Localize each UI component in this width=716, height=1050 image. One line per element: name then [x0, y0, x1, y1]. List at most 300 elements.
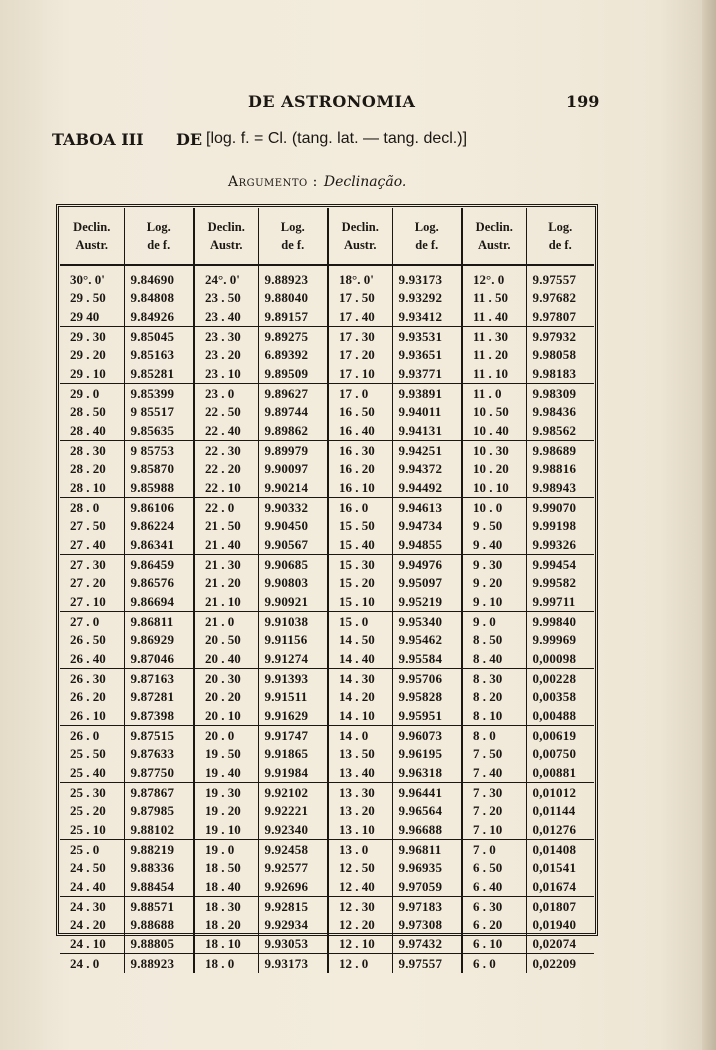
log-value-cell: 9.98816	[526, 460, 594, 478]
table-row	[60, 877, 594, 897]
log-value-cell: 9.97557	[526, 271, 594, 289]
log-value-cell: 9.90921	[258, 592, 328, 612]
log-value-cell: 9.95340	[392, 612, 462, 632]
log-value-cell: 9.99969	[526, 631, 594, 649]
log-value-cell: 9.89862	[258, 421, 328, 441]
log-value-cell: 9.85988	[124, 478, 194, 498]
log-value-cell: 9.97682	[526, 289, 594, 307]
declination-cell: 21 . 20	[194, 574, 258, 592]
declination-cell: 16 . 30	[328, 441, 392, 461]
column-header-line: Log.	[146, 220, 171, 234]
declination-cell: 12 . 40	[328, 877, 392, 897]
column-header-line: Log.	[280, 220, 305, 234]
declination-cell: 9 . 50	[462, 517, 526, 535]
declination-cell: 27 . 20	[70, 575, 106, 590]
declination-cell: 25 . 30	[70, 785, 106, 800]
declination-cell: 7 . 40	[462, 763, 526, 783]
log-value-cell: 9.97183	[392, 897, 462, 917]
declination-cell: 10 . 20	[462, 460, 526, 478]
log-value-cell: 9.97308	[392, 916, 462, 934]
running-head	[0, 92, 716, 114]
declination-cell: 26 . 10	[60, 706, 124, 726]
declination-cell: 30°. 0'	[70, 272, 105, 287]
log-value-cell: 9.96318	[392, 763, 462, 783]
log-value-cell: 9.89627	[258, 384, 328, 404]
declination-cell: 6 . 10	[462, 934, 526, 954]
log-value-cell: 0,01940	[526, 916, 594, 934]
log-value-cell: 9.92221	[258, 802, 328, 820]
declination-cell: 13 . 30	[328, 783, 392, 803]
column-header-decl-1	[60, 208, 124, 265]
log-value-cell: 9.96073	[392, 726, 462, 746]
declination-cell: 11 . 10	[462, 364, 526, 384]
table-row	[60, 271, 594, 289]
table-row	[60, 517, 594, 535]
declination-cell: 7 . 20	[462, 802, 526, 820]
column-header-line: de f.	[415, 238, 439, 252]
table-title	[52, 130, 468, 149]
log-value-cell: 9.86811	[124, 612, 194, 632]
declination-cell: 16 . 0	[328, 498, 392, 518]
column-header-decl-4	[462, 208, 526, 265]
table-row	[60, 289, 594, 307]
table-row	[60, 384, 594, 404]
log-value-cell: 9.91156	[258, 631, 328, 649]
column-header-line: de f.	[281, 238, 305, 252]
declination-cell: 7 . 10	[462, 820, 526, 840]
log-value-cell: 9.96195	[392, 745, 462, 763]
declination-cell: 6 . 20	[462, 916, 526, 934]
column-header-line: Declin.	[475, 220, 513, 234]
log-value-cell: 9.96441	[392, 783, 462, 803]
declination-cell: 28 . 40	[60, 421, 124, 441]
declination-cell: 17 . 40	[328, 307, 392, 327]
declination-cell: 23 . 20	[194, 346, 258, 364]
log-value-cell: 0,01674	[526, 877, 594, 897]
log-value-cell: 9.85281	[124, 364, 194, 384]
declination-cell: 10 . 40	[462, 421, 526, 441]
log-value-cell: 9.99711	[526, 592, 594, 612]
declination-cell: 9 . 10	[462, 592, 526, 612]
declination-cell: 13 . 0	[328, 840, 392, 860]
log-value-cell: 0,00881	[526, 763, 594, 783]
declination-cell: 8 . 40	[462, 649, 526, 669]
log-value-cell: 9.88040	[258, 289, 328, 307]
log-value-cell: 9.88454	[124, 877, 194, 897]
column-header-decl-3	[328, 208, 392, 265]
log-value-cell: 9.87281	[124, 688, 194, 706]
declination-cell: 13 . 50	[328, 745, 392, 763]
log-value-cell: 9.91984	[258, 763, 328, 783]
declination-cell: 8 . 20	[462, 688, 526, 706]
log-value-cell: 9.99326	[526, 535, 594, 555]
log-value-cell: 0,00750	[526, 745, 594, 763]
log-value-cell: 9.92815	[258, 897, 328, 917]
declination-cell: 26 . 0	[70, 728, 100, 743]
log-value-cell: 0,00098	[526, 649, 594, 669]
declination-cell: 12 . 0	[328, 954, 392, 974]
declination-cell: 28 . 30	[70, 443, 106, 458]
log-value-cell: 9.90097	[258, 460, 328, 478]
log-value-cell: 9.85163	[124, 346, 194, 364]
table-row	[60, 364, 594, 384]
declination-cell: 6 . 40	[462, 877, 526, 897]
declination-cell: 8 . 50	[462, 631, 526, 649]
table-row	[60, 745, 594, 763]
log-value-cell: 9.98436	[526, 403, 594, 421]
column-header-line: Austr.	[75, 238, 109, 252]
log-value-cell: 9.84926	[124, 307, 194, 327]
declination-cell: 12 . 50	[328, 859, 392, 877]
log-value-cell: 9.96564	[392, 802, 462, 820]
log-value-cell: 0,01541	[526, 859, 594, 877]
declination-cell: 24 . 50	[70, 860, 106, 875]
table-row	[60, 897, 594, 917]
declination-cell: 25 . 50	[70, 746, 106, 761]
log-value-cell: 9.98058	[526, 346, 594, 364]
table-row	[60, 688, 594, 706]
argument-value: Declinação.	[323, 174, 407, 190]
running-head-title: DE ASTRONOMIA	[248, 92, 416, 111]
declination-cell: 29 . 20	[70, 347, 106, 362]
log-value-cell: 9.99198	[526, 517, 594, 535]
declination-cell: 24 . 30	[70, 899, 106, 914]
declination-cell: 19 . 20	[194, 802, 258, 820]
table-row	[60, 954, 594, 974]
declination-cell: 29 . 10	[60, 364, 124, 384]
table-row	[60, 802, 594, 820]
log-value-cell: 9.92696	[258, 877, 328, 897]
column-header-line: Austr.	[343, 238, 377, 252]
declination-cell: 20 . 40	[194, 649, 258, 669]
declination-cell: 26 . 50	[70, 632, 106, 647]
column-header-log-2	[258, 208, 328, 265]
log-value-cell: 0,00228	[526, 669, 594, 689]
declination-cell: 25 . 20	[70, 803, 106, 818]
declination-cell: 29 40	[60, 307, 124, 327]
log-value-cell: 9.94492	[392, 478, 462, 498]
declination-cell: 8 . 0	[462, 726, 526, 746]
declination-cell: 10 . 10	[462, 478, 526, 498]
log-value-cell: 9.86694	[124, 592, 194, 612]
declination-cell: 8 . 10	[462, 706, 526, 726]
declination-cell: 13 . 20	[328, 802, 392, 820]
declination-cell: 9 . 40	[462, 535, 526, 555]
declination-cell: 14 . 20	[328, 688, 392, 706]
declination-cell: 15 . 20	[328, 574, 392, 592]
declination-cell: 13 . 10	[328, 820, 392, 840]
log-value-cell: 9.94251	[392, 441, 462, 461]
column-header-line: Log.	[548, 220, 573, 234]
declination-cell: 22 . 10	[194, 478, 258, 498]
log-value-cell: 9.86106	[124, 498, 194, 518]
log-value-cell: 9.97557	[392, 954, 462, 974]
log-value-cell: 9.90450	[258, 517, 328, 535]
declination-cell: 17 . 20	[328, 346, 392, 364]
log-value-cell: 9.88219	[124, 840, 194, 860]
table-row	[60, 934, 594, 954]
table-row	[60, 706, 594, 726]
log-value-cell: 9.91747	[258, 726, 328, 746]
table-row	[60, 498, 594, 518]
log-value-cell: 0,01276	[526, 820, 594, 840]
declination-cell: 16 . 40	[328, 421, 392, 441]
log-value-cell: 9.86224	[124, 517, 194, 535]
log-value-cell: 9.97807	[526, 307, 594, 327]
log-value-cell: 9.86576	[124, 574, 194, 592]
declination-cell: 28 . 20	[70, 461, 106, 476]
log-value-cell: 9.85635	[124, 421, 194, 441]
log-value-cell: 9.97932	[526, 327, 594, 347]
declination-cell: 19 . 10	[194, 820, 258, 840]
declination-cell: 14 . 50	[328, 631, 392, 649]
log-value-cell: 9.86341	[124, 535, 194, 555]
column-header-line: de f.	[147, 238, 171, 252]
declination-cell: 11 . 30	[462, 327, 526, 347]
declination-cell: 24 . 0	[70, 956, 100, 971]
declination-cell: 19 . 50	[194, 745, 258, 763]
log-value-cell: 9.95828	[392, 688, 462, 706]
log-value-cell: 0,00488	[526, 706, 594, 726]
log-value-cell: 9.93891	[392, 384, 462, 404]
declination-cell: 14 . 30	[328, 669, 392, 689]
log-value-cell: 9.88805	[124, 934, 194, 954]
declination-cell: 20 . 50	[194, 631, 258, 649]
log-value-cell: 9.87985	[124, 802, 194, 820]
column-header-decl-2	[194, 208, 258, 265]
log-value-cell: 9.87046	[124, 649, 194, 669]
table-row	[60, 859, 594, 877]
log-value-cell: 0,01807	[526, 897, 594, 917]
declination-cell: 20 . 20	[194, 688, 258, 706]
column-header-line: Declin.	[341, 220, 379, 234]
declination-cell: 21 . 10	[194, 592, 258, 612]
table-row	[60, 592, 594, 612]
declination-cell: 24 . 40	[60, 877, 124, 897]
declination-cell: 15 . 10	[328, 592, 392, 612]
log-value-cell: 9.92340	[258, 820, 328, 840]
log-value-cell: 0,00619	[526, 726, 594, 746]
declination-cell: 9 . 30	[462, 555, 526, 575]
log-value-cell: 9.93173	[392, 271, 462, 289]
log-value-cell: 9.91038	[258, 612, 328, 632]
log-value-cell: 9.89744	[258, 403, 328, 421]
column-header-line: Log.	[414, 220, 439, 234]
table-row	[60, 726, 594, 746]
column-header-log-4	[526, 208, 594, 265]
log-value-cell: 9.94372	[392, 460, 462, 478]
log-value-cell: 9.98183	[526, 364, 594, 384]
declination-cell: 8 . 30	[462, 669, 526, 689]
declination-cell: 15 . 40	[328, 535, 392, 555]
table-row	[60, 307, 594, 327]
column-header-line: de f.	[548, 238, 572, 252]
declination-cell: 16 . 50	[328, 403, 392, 421]
declination-cell: 18 . 0	[194, 954, 258, 974]
log-value-cell: 9.88571	[124, 897, 194, 917]
declination-cell: 6 . 0	[462, 954, 526, 974]
column-header-line: Austr.	[477, 238, 511, 252]
log-value-cell: 9.91393	[258, 669, 328, 689]
log-value-cell: 9.90567	[258, 535, 328, 555]
log-value-cell: 6.89392	[258, 346, 328, 364]
log-value-cell: 9.99582	[526, 574, 594, 592]
declination-cell: 22 . 40	[194, 421, 258, 441]
declination-cell: 10 . 0	[462, 498, 526, 518]
declination-cell: 7 . 0	[462, 840, 526, 860]
declination-cell: 25 . 40	[60, 763, 124, 783]
table-row	[60, 421, 594, 441]
log-value-cell: 9.98689	[526, 441, 594, 461]
declination-cell: 11 . 40	[462, 307, 526, 327]
declination-cell: 9 . 20	[462, 574, 526, 592]
log-value-cell: 9.94011	[392, 403, 462, 421]
declination-cell: 19 . 30	[194, 783, 258, 803]
log-value-cell: 9.89275	[258, 327, 328, 347]
table-row	[60, 535, 594, 555]
log-value-cell: 9.90332	[258, 498, 328, 518]
log-value-cell: 9.93651	[392, 346, 462, 364]
log-value-cell: 9.87515	[124, 726, 194, 746]
log-value-cell: 9.89157	[258, 307, 328, 327]
log-value-cell: 9.93292	[392, 289, 462, 307]
log-value-cell: 9.96688	[392, 820, 462, 840]
table-row	[60, 403, 594, 421]
declination-cell: 21 . 0	[194, 612, 258, 632]
table-row	[60, 820, 594, 840]
table-header-row	[60, 208, 594, 265]
declination-cell: 29 . 30	[70, 329, 106, 344]
declination-cell: 25 . 0	[70, 842, 100, 857]
log-value-cell: 9.92577	[258, 859, 328, 877]
log-value-cell: 9.93412	[392, 307, 462, 327]
declination-cell: 14 . 40	[328, 649, 392, 669]
page-edge	[702, 0, 716, 1050]
table-row	[60, 441, 594, 461]
declination-cell: 10 . 30	[462, 441, 526, 461]
declination-cell: 27 . 0	[70, 614, 100, 629]
declination-cell: 19 . 40	[194, 763, 258, 783]
declination-cell: 11 . 20	[462, 346, 526, 364]
log-value-cell: 9.88923	[258, 271, 328, 289]
log-value-cell: 9.85399	[124, 384, 194, 404]
log-value-cell: 9.93053	[258, 934, 328, 954]
table-body	[60, 265, 594, 973]
log-value-cell: 9.93531	[392, 327, 462, 347]
log-value-cell: 9.94976	[392, 555, 462, 575]
declination-cell: 26 . 40	[60, 649, 124, 669]
log-value-cell: 9.88688	[124, 916, 194, 934]
log-value-cell: 9.87750	[124, 763, 194, 783]
log-value-cell: 9.95097	[392, 574, 462, 592]
log-value-cell: 9.87398	[124, 706, 194, 726]
argument-line	[228, 174, 406, 190]
declination-cell: 19 . 0	[194, 840, 258, 860]
table-row	[60, 783, 594, 803]
declination-cell: 23 . 40	[194, 307, 258, 327]
log-value-cell: 9.93173	[258, 954, 328, 974]
column-header-line: Austr.	[209, 238, 243, 252]
argument-label: Argumento :	[228, 174, 318, 190]
declination-cell: 23 . 50	[194, 289, 258, 307]
declination-cell: 18 . 30	[194, 897, 258, 917]
log-value-cell: 9.99070	[526, 498, 594, 518]
log-value-cell: 9 85517	[124, 403, 194, 421]
log-value-cell: 9.94613	[392, 498, 462, 518]
log-value-cell: 9.92458	[258, 840, 328, 860]
declination-cell: 11 . 50	[462, 289, 526, 307]
log-value-cell: 9.95706	[392, 669, 462, 689]
log-value-cell: 9.90685	[258, 555, 328, 575]
log-value-cell: 0,01144	[526, 802, 594, 820]
declination-cell: 17 . 10	[328, 364, 392, 384]
table-row	[60, 460, 594, 478]
table-row	[60, 840, 594, 860]
declination-cell: 18 . 10	[194, 934, 258, 954]
column-header-line: Declin.	[73, 220, 111, 234]
log-value-cell: 0,01408	[526, 840, 594, 860]
table-title-prefix: DE	[176, 130, 203, 149]
declination-cell: 25 . 10	[60, 820, 124, 840]
log-value-cell: 9.86459	[124, 555, 194, 575]
table-label: TABOA III	[52, 130, 144, 149]
declination-cell: 7 . 30	[462, 783, 526, 803]
log-value-cell: 9.98943	[526, 478, 594, 498]
declination-cell: 21 . 40	[194, 535, 258, 555]
log-value-cell: 9.87163	[124, 669, 194, 689]
declination-cell: 9 . 0	[462, 612, 526, 632]
log-table	[60, 208, 594, 973]
log-value-cell: 0,02074	[526, 934, 594, 954]
log-value-cell: 9.91629	[258, 706, 328, 726]
declination-cell: 22 . 0	[194, 498, 258, 518]
declination-cell: 23 . 0	[194, 384, 258, 404]
declination-cell: 6 . 30	[462, 897, 526, 917]
declination-cell: 27 . 30	[70, 557, 106, 572]
declination-cell: 6 . 50	[462, 859, 526, 877]
declination-cell: 16 . 10	[328, 478, 392, 498]
log-value-cell: 0,02209	[526, 954, 594, 974]
declination-cell: 14 . 0	[328, 726, 392, 746]
declination-cell: 22 . 50	[194, 403, 258, 421]
declination-cell: 10 . 50	[462, 403, 526, 421]
log-value-cell: 9.95219	[392, 592, 462, 612]
log-value-cell: 9.84808	[124, 289, 194, 307]
log-value-cell: 9.91511	[258, 688, 328, 706]
column-header-log-1	[124, 208, 194, 265]
declination-cell: 24 . 20	[70, 917, 106, 932]
log-value-cell: 9.87867	[124, 783, 194, 803]
log-value-cell: 9.97432	[392, 934, 462, 954]
declination-cell: 29 . 50	[70, 290, 106, 305]
log-value-cell: 9.94131	[392, 421, 462, 441]
declination-cell: 20 . 0	[194, 726, 258, 746]
log-value-cell: 9 85753	[124, 441, 194, 461]
declination-cell: 27 . 50	[70, 518, 106, 533]
declination-cell: 28 . 50	[70, 404, 106, 419]
log-value-cell: 9.99840	[526, 612, 594, 632]
declination-cell: 14 . 10	[328, 706, 392, 726]
table-formula: [log. f. = Cl. (tang. lat. — tang. decl.)]	[206, 130, 468, 147]
declination-cell: 17 . 0	[328, 384, 392, 404]
log-value-cell: 9.89509	[258, 364, 328, 384]
declination-cell: 12°. 0	[462, 271, 526, 289]
declination-cell: 24°. 0'	[194, 271, 258, 289]
log-value-cell: 9.90214	[258, 478, 328, 498]
declination-cell: 7 . 50	[462, 745, 526, 763]
declination-cell: 18 . 20	[194, 916, 258, 934]
log-value-cell: 9.92934	[258, 916, 328, 934]
